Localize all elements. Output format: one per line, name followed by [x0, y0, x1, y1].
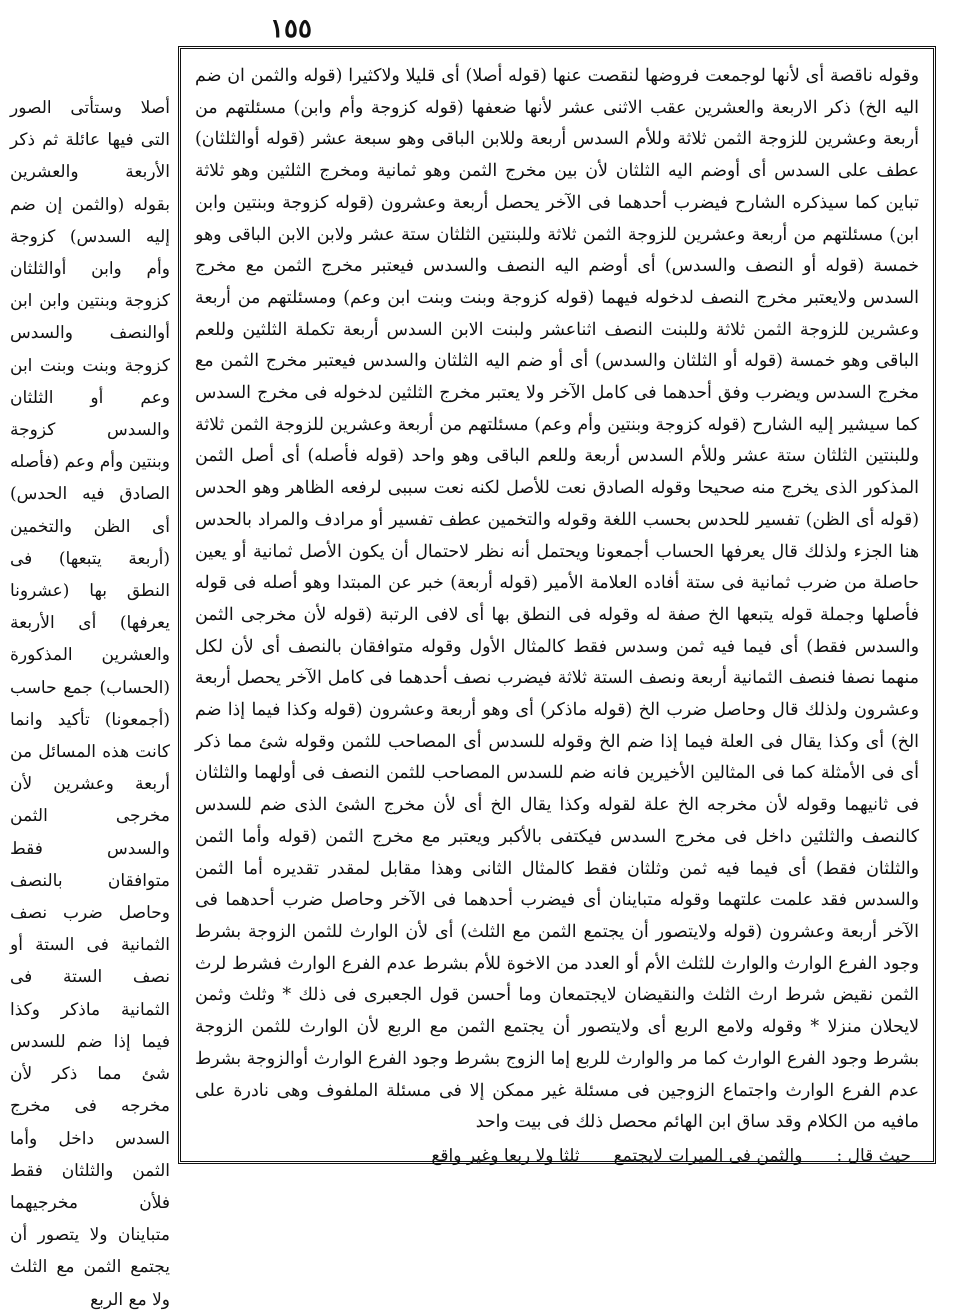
verse-hemistich-2: ثلثا ولا ربعا وغير واقع	[431, 1145, 580, 1166]
margin-text: أصلا وستأتى الصور التى فيها عائلة ثم ذكر الأربعة والعشرين بقوله (والثمن إن ضم إليه السدس) كزوجة وأم وابن أوالثلثان كزوجة وبنتين وابن ابن أوالنصف والسدس كزوجة وبنت وبنت ابن وعم أو الثلثان والسدس كزوجة وبنتين وأم وعم (فأصله الصادق فيه الحدس) أى الظن والتخمين (أربعة يتبعها) فى النطق بها (عشرونا يعرفها) أى الأربعة والعشرين المذكورة (الحساب) جمع حاسب (أجمعونا) تأكيد وانما كانت هذه المسائل من أربعة وعشرين لأن مخرجى الثمن والسدس فقط متوافقان بالنصف وحاصل ضرب نصف الثمانية فى الستة أو نصف الستة فى الثمانية ماذكر وكذا فيما إذا ضم للسدس شئ مما ذكر لأن مخرجه فى مخرج السدس داخل وأما الثمن والثلثان فقط فلأن مخرجيهما متباينان ولا يتصور أن يجتمع الثمن مع الثلث ولا مع الربع	[10, 98, 170, 1310]
main-commentary-text: وقوله ناقصة أى لأنها لوجمعت فروضها لنقصت عنها (قوله أصلا) أى قليلا ولاكثيرا (قوله والثمن ان ضم اليه الخ) ذكر الاربعة والعشرين عقب الاثنى عشر لأنها ضعفها (قوله كزوجة وأم وابن) مسئلتهم من أربعة وعشرين للزوجة الثمن ثلاثة وللأم السدس أربعة وللابن الباقى وهو سبعة عشر (قوله أوالثلثان) عطف على السدس أى أوضم اليه الثلثان لأن بين مخرج الثمن وهو ثمانية ومخرج الثلثين وهو ثلاثة تباين كما سيذكره الشارح فيضرب أحدهما فى الآخر يحصل أربعة وعشرون (قوله كزوجة وبنتين وابن ابن) مسئلتهم من أربعة وعشرين للزوجة الثمن ثلاثة وللبنتين الثلثان ستة عشر ولابن الابن الباقى وهو خمسة (قوله أو النصف والسدس) أى أوضم اليه النصف والسدس فيعتبر مخرج الثمن مع مخرج السدس ولايعتبر مخرج النصف لدخوله فيهما (قوله كزوجة وبنت وبنت ابن وعم) ومسئلتهم من أربعة وعشرين للزوجة الثمن ثلاثة وللبنت النصف اثناعشر ولبنت الابن السدس أربعة تكملة الثلثين وللعم الباقى وهو خمسة (قوله أو الثلثان والسدس) أى أو ضم اليه الثلثان والسدس فيعتبر مخرج الثمن مع مخرج السدس ويضرب وفق أحدهما فى كامل الآخر ولا يعتبر مخرج الثلثين لدخوله فى مخرج السدس كما سيشير إليه الشارح (قوله كزوجة وبنتين وأم وعم) مسئلتهم من أربعة وعشرين للزوجة الثمن ثلاثة وللبنتين الثلثان ستة عشر وللأم السدس أربعة وللعم الباقى وهو واحد (قوله فأصله) أى أصل الثمن المذكور الذى يخرج منه صحيحا وقوله الصادق نعت للأصل لكنه نعت سببى لرفعه الظاهر وهو الحدس (قوله أى الظن) تفسير للحدس بحسب اللغة وقوله والتخمين عطف تفسير أو مرادف والمراد بالحدس هنا الجزء ولذلك قال يعرفها الحساب أجمعونا ويحتمل أنه نظر لاحتمال أن يكون الأصل ثمانية أو يعين حاصلة من ضرب ثمانية فى ستة أفاده العلامة الأمير (قوله أربعة) خبر عن المبتدا وهو أصله فى قوله فأصلها وجملة قوله يتبعها الخ صفة له وقوله فى النطق بها أى لافى الرتبة (قوله لأن مخرجى الثمن والسدس فقط) أى فيما فيه ثمن وسدس فقط كالمثال الأول وقوله متوافقان بالنصف أى لأن لكل منهما نصفا فنصف الثمانية أربعة ونصف الستة ثلاثة فيضرب نصف أحدهما فى كامل الآخر يحصل أربعة وعشرون ولذلك قال وحاصل ضرب الخ (قوله ماذكر) أى وهو أربعة وعشرون (قوله وكذا فيما إذا ضم الخ) أى وكذا يقال فى العلة فيما إذا ضم الخ وقوله للسدس أى المصاحب للثمن وقوله شئ مما ذكر أى فى الأمثلة كما فى المثالين الأخيرين فانه ضم للسدس المصاحب للثمن النصف فى أولهما والثلثان فى ثانيهما وقوله لأن مخرجه الخ علة لقوله وكذا يقال الخ أى لأن مخرج الشئ الذى ضم للسدس كالنصف والثلثين داخل فى مخرج السدس فيكتفى بالأكبر ويعتبر مع مخرج الثمن (قوله وأما الثمن والثلثان فقط) أى فيما فيه ثمن وثلثان فقط كالمثال الثانى وهذا مقابل لمقدر تقديره أما الثمن والسدس فقد علمت علتهما وقوله متباينان أى فيضرب أحدهما فى الآخر وحاصل ضرب أحدهما فى الآخر أربعة وعشرون (قوله ولايتصور أن يجتمع الثمن مع الثلث) أى لأن الوارث للثمن الزوجة بشرط وجود الفرع الوارث والوارث للثلث الأم أو العدد من الاخوة للأم بشرط عدم الفرع الوارث فشرط لرث الثمن نقيض شرط ارث الثلث والنقيضان لايجتمعان وما أحسن قول الجعبرى فى ذلك * وثلث وثمن لايحلان منزلا * وقوله ولامع الربع أى ولايتصور أن يجتمع الثمن مع الربع لأن الوارث للثمن الزوجة بشرط وجود الفرع الوارث كما مر والوارث للربع إما الزوج بشرط وجود الفرع الوارث أوالزوجة بشرط عدم الفرع الوارث واجتماع الزوجين فى مسئلة غير ممكن إلا فى مسئلة الملفوف وهى نادرة على مافيه من الكلام وقد ساق ابن الهائم محصل ذلك فى بيت واحد	[195, 66, 919, 1133]
margin-column	[10, 92, 170, 1310]
page-number: ١٥٥	[270, 14, 312, 44]
verse-line	[195, 1141, 919, 1171]
verse-hemistich-1: والثمن فى الميرات لايجتمع	[613, 1145, 803, 1166]
verse-intro: حيث قال :	[836, 1145, 911, 1166]
main-text-frame	[178, 46, 936, 1164]
